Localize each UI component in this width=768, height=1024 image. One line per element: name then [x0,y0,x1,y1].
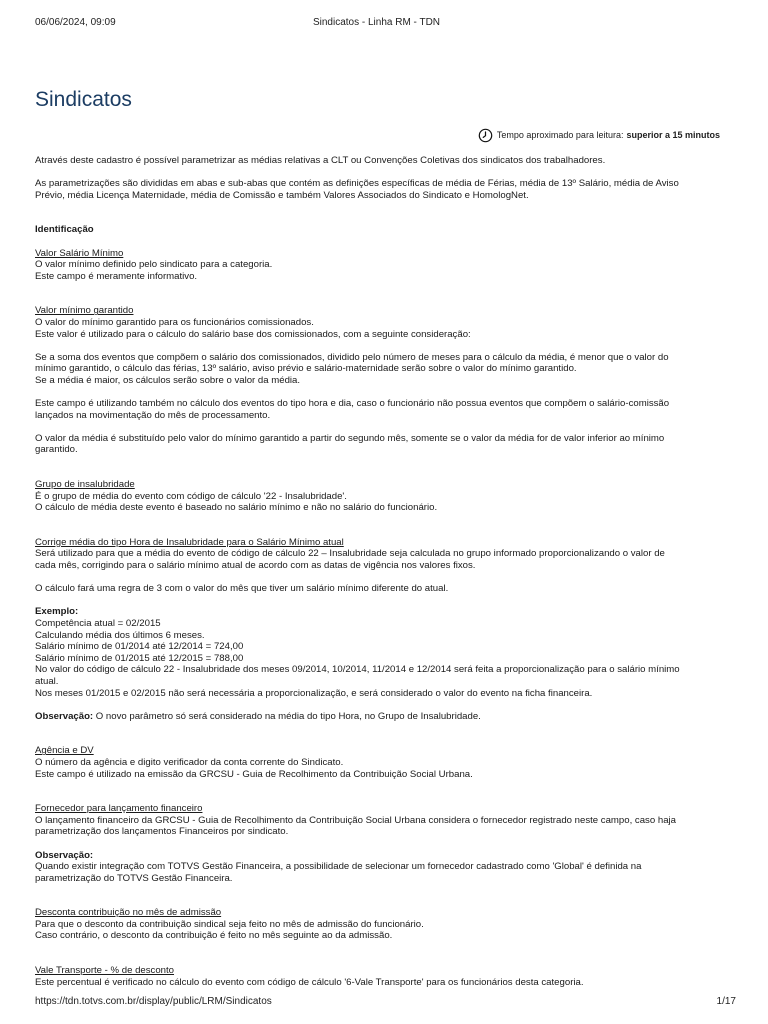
text-line: Se a média é maior, os cálculos serão sobre o valor da média. [35,374,301,386]
reading-time-label: Tempo aproximado para leitura: [496,130,624,140]
text-line: Será utilizado para que a média do evento de código de cálculo 22 – Insalubridade seja calculada no grupo informado proporcionalizando o valor de [35,548,665,560]
observation-line [35,711,743,723]
text-line: Este percentual é verificado no cálculo do evento com código de cálculo '6-Vale Transporte' para os funcionários desta categoria. [35,976,584,988]
print-footer [35,996,736,1010]
clock-icon [478,128,493,143]
print-date: 06/06/2024, 09:09 [35,17,116,28]
reading-time [478,127,720,143]
intro-line: Através deste cadastro é possível parametrizar as médias relativas a CLT ou Convenções Coletivas dos sindicatos dos trabalhadores. [35,155,606,166]
field-title: Vale Transporte - % de desconto [35,965,175,977]
text-line: É o grupo de média do evento com código de cálculo '22 - Insalubridade'. [35,490,347,502]
example-line: No valor do código de cálculo 22 - Insalubridade dos meses 09/2014, 10/2014, 11/2014 e 12/2014 será feita a proporcionalização para o salário mínimo [35,664,680,676]
text-line: Para que o desconto da contribuição sindical seja feito no mês de admissão do funcionário. [35,918,424,930]
field-title: Fornecedor para lançamento financeiro [35,803,203,815]
text-line: cada mês, corrigindo para o salário mínimo atual de acordo com as datas de vigência nos valores fixos. [35,560,476,572]
intro-line: Prévio, média Licença Maternidade, média de Comissão e também Valores Associados do Sindicato e HomologNet. [35,189,529,201]
example-line: Salário mínimo de 01/2015 até 12/2015 = 788,00 [35,652,244,664]
text-line: garantido. [35,444,78,456]
text-line: Se a soma dos eventos que compõem o salário dos comissionados, dividido pelo número de meses para o cálculo da média, é menor que o valor do [35,351,669,363]
print-header [35,17,718,31]
text-line: mínimo garantido, o cálculo das férias, 13º salário, aviso prévio e salário-maternidade serão sobre o valor do mínimo garantido. [35,363,577,375]
section-heading: Identificação [35,224,94,236]
field-title: Corrige média do tipo Hora de Insalubridade para o Salário Mínimo atual [35,536,344,548]
text-line: lançados na movimentação do mês de processamento. [35,409,271,421]
text-line: Este campo é meramente informativo. [35,270,198,282]
page-content [35,155,743,988]
text-line: Este campo é utilizando também no cálculo dos eventos do tipo hora e dia, caso o funcionário não possua eventos que compõem o salário-comissão [35,398,670,410]
example-line: atual. [35,675,59,687]
field-title: Valor mínimo garantido [35,305,134,317]
observation-label: Observação: [35,710,94,722]
text-line: Caso contrário, o desconto da contribuição é feito no mês seguinte ao da admissão. [35,930,393,942]
text-line: O valor mínimo definido pelo sindicato para a categoria. [35,259,273,271]
example-label: Exemplo: [35,606,79,618]
example-line: Nos meses 01/2015 e 02/2015 não será necessária a proporcionalização, e será considerado o valor do evento na ficha financeira. [35,687,593,699]
text-line: O lançamento financeiro da GRCSU - Guia de Recolhimento da Contribuição Social Urbana considera o fornecedor registrado neste campo, caso haja [35,814,676,826]
text-line: O cálculo fará uma regra de 3 com o valor do mês que tiver um salário mínimo diferente do atual. [35,583,449,595]
example-line: Competência atual = 02/2015 [35,618,161,629]
text-line: O valor do mínimo garantido para os funcionários comissionados. [35,316,314,328]
text-line: Este valor é utilizado para o cálculo do salário base dos comissionados, com a seguinte consideração: [35,328,471,340]
observation-label: Observação: [35,849,94,861]
page-url: https://tdn.totvs.com.br/display/public/LRM/Sindicatos [35,996,272,1007]
reading-time-value: superior a 15 minutos [626,130,720,140]
intro-line: As parametrizações são divididas em abas e sub-abas que contém as definições específicas de média de Férias, média de 13º Salário, média de Aviso [35,178,679,190]
page-number: 1/17 [716,996,736,1007]
observation-text: O novo parâmetro só será considerado na média do tipo Hora, no Grupo de Insalubridade. [93,710,481,722]
field-title: Agência e DV [35,745,94,757]
field-title: Desconta contribuição no mês de admissão [35,907,222,919]
text-line: O cálculo de média deste evento é baseado no salário mínimo e não no salário do funcionário. [35,502,438,514]
text-line: parametrização do TOTVS Gestão Financeira. [35,872,233,884]
example-line: Calculando média dos últimos 6 meses. [35,629,205,641]
text-line: O número da agência e digito verificador da conta corrente do Sindicato. [35,756,344,768]
page-title: Sindicatos [35,88,132,111]
example-line: Salário mínimo de 01/2014 até 12/2014 = 724,00 [35,641,244,653]
text-line: O valor da média é substituído pelo valor do mínimo garantido a partir do segundo mês, somente se o valor da média for de valor inferior ao mínimo [35,432,665,444]
field-title: Grupo de insalubridade [35,479,135,491]
text-line: Quando existir integração com TOTVS Gestão Financeira, a possibilidade de selecionar um fornecedor cadastrado como 'Global' é definida na [35,861,642,873]
print-page-title: Sindicatos - Linha RM - TDN [312,17,441,28]
field-title: Valor Salário Mínimo [35,247,124,259]
text-line: parametrização dos lançamentos Financeiros por sindicato. [35,826,289,838]
text-line: Este campo é utilizado na emissão da GRCSU - Guia de Recolhimento da Contribuição Social Urbana. [35,768,473,780]
